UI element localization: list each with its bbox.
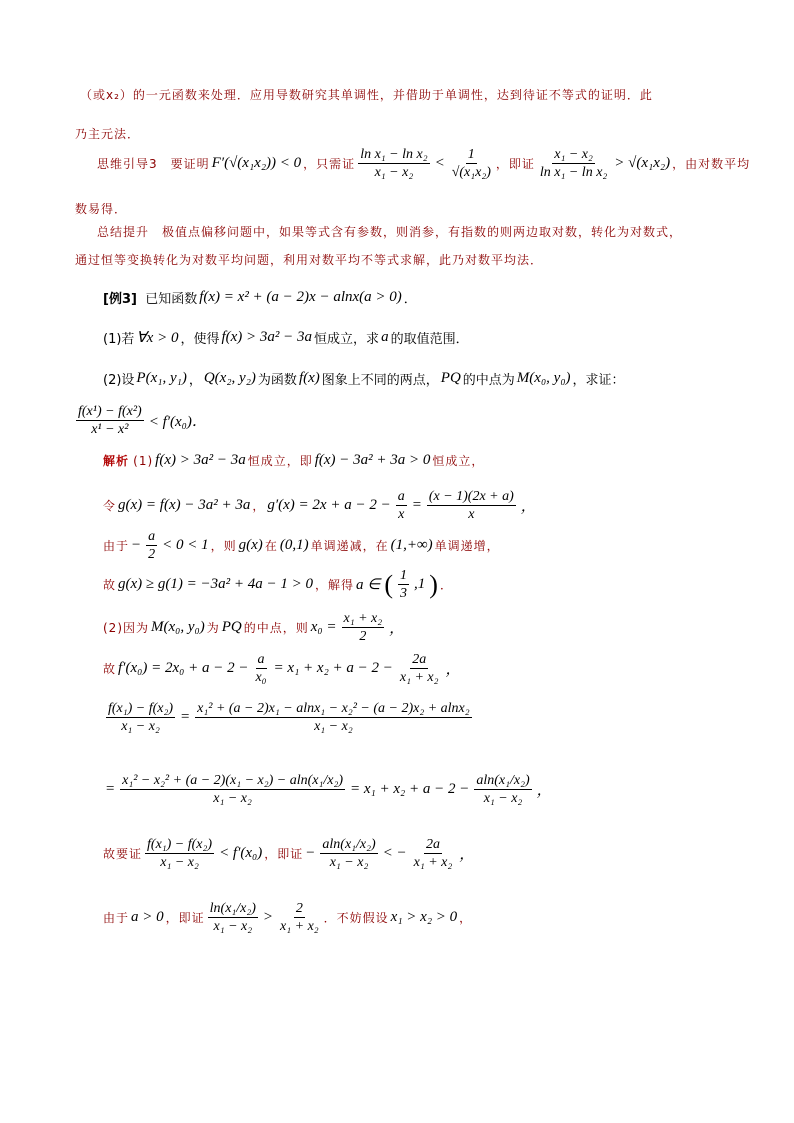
math: F′(√(x₁x₂)) < 0 bbox=[211, 155, 302, 171]
math: ,1 bbox=[414, 576, 426, 592]
numerator: (x − 1)(2x + a) bbox=[428, 489, 514, 504]
text: 总结提升 极值点偏移问题中，如果等式含有参数，则消参，有指数的则两边取对数，转化为对数式， bbox=[97, 225, 683, 239]
text: 由于 bbox=[103, 911, 130, 925]
denominator: x¹ − x² bbox=[91, 422, 129, 437]
text: ，由对数平均 bbox=[672, 157, 751, 171]
text: ， bbox=[252, 499, 266, 513]
math: f(x) > 3a² − 3a bbox=[221, 329, 313, 345]
math: f′(x₀) = 2x₀ + a − 2 − bbox=[118, 660, 249, 676]
denominator: x₁ − x₂ bbox=[213, 919, 253, 934]
denominator: x₁ − x₂ bbox=[374, 165, 414, 180]
text: ，只需证 bbox=[303, 157, 356, 171]
math: = bbox=[180, 709, 191, 725]
solution-line: 故 g(x) ≥ g(1) = −3a² + 4a − 1 > 0 ，解得 a ∈ ( $\frac{1}{3}$ ,1 ) ． bbox=[103, 568, 453, 601]
math: g(x) bbox=[238, 537, 263, 553]
text: ．不妨假设 bbox=[323, 911, 389, 925]
guide-label: 思维引导3 要证明 bbox=[97, 157, 210, 171]
summary-line bbox=[97, 223, 682, 240]
text: ，解得 bbox=[315, 578, 355, 592]
example-heading bbox=[103, 288, 417, 307]
text: 通过恒等变换转化为对数平均问题，利用对数平均不等式求解，此乃对数平均法． bbox=[75, 253, 544, 267]
text: 故 bbox=[103, 578, 117, 592]
math: (1,+∞) bbox=[390, 537, 433, 553]
text: ，则 bbox=[210, 539, 237, 553]
denominator: x bbox=[468, 507, 475, 522]
fraction bbox=[474, 772, 531, 807]
fraction bbox=[398, 567, 409, 602]
text: 恒成立，求 bbox=[314, 332, 380, 347]
fraction bbox=[208, 900, 258, 935]
math: ， bbox=[389, 621, 405, 637]
text: 已知函数 bbox=[145, 292, 198, 307]
summary-line bbox=[75, 251, 543, 268]
math: > bbox=[262, 909, 274, 925]
math: < 0 < 1 bbox=[162, 537, 209, 553]
math: < f′(x₀)． bbox=[148, 414, 207, 430]
math: > √(x₁x₂) bbox=[614, 155, 671, 171]
math: PQ bbox=[440, 370, 461, 386]
fraction bbox=[396, 488, 407, 523]
example-label: [例3] bbox=[103, 292, 137, 307]
numerator: ln x₁ − ln x₂ bbox=[360, 147, 428, 162]
denominator: x₁ + x₂ bbox=[413, 855, 453, 870]
numerator: ln(x₁/x₂) bbox=[209, 901, 256, 916]
math: f(x) > 3a² − 3a bbox=[155, 452, 246, 468]
fraction bbox=[427, 488, 516, 523]
numerator: 1 bbox=[467, 147, 475, 162]
fraction bbox=[358, 146, 429, 181]
math: = x₁ + x₂ + a − 2 − bbox=[350, 781, 470, 797]
fraction bbox=[253, 651, 268, 686]
numerator: x₁² − x₂² + (a − 2)(x₁ − x₂) − aln(x₁/x₂) bbox=[122, 773, 343, 788]
denominator: x₀ bbox=[255, 670, 267, 685]
fraction bbox=[120, 772, 345, 807]
text: 令 bbox=[103, 499, 117, 513]
text: ，即证 bbox=[495, 157, 535, 171]
fraction bbox=[320, 836, 377, 871]
text: 单调递减，在 bbox=[310, 539, 389, 553]
math: ， bbox=[520, 499, 536, 515]
math: a bbox=[381, 329, 389, 345]
text: 乃主元法． bbox=[75, 127, 141, 141]
question-1 bbox=[103, 328, 469, 347]
fraction bbox=[278, 900, 321, 935]
math: = bbox=[105, 781, 116, 797]
math: x₁ > x₂ > 0 bbox=[390, 909, 458, 925]
solution-line bbox=[103, 836, 476, 871]
denominator: x₁ − x₂ bbox=[483, 791, 523, 806]
text: 故 bbox=[103, 662, 117, 676]
fraction bbox=[145, 836, 214, 871]
fraction bbox=[106, 700, 175, 735]
text: 为函数 bbox=[257, 373, 297, 388]
text: 的中点，则 bbox=[243, 621, 309, 635]
denominator: 2 bbox=[148, 547, 156, 562]
fraction bbox=[538, 146, 609, 181]
denominator: x₁ + x₂ bbox=[280, 919, 319, 934]
math: f(x) = x² + (a − 2)x − alnx(a > 0) bbox=[199, 289, 402, 305]
denominator: x bbox=[398, 507, 405, 522]
math: ， bbox=[459, 847, 475, 863]
denominator: x₁ − x₂ bbox=[213, 791, 252, 806]
math: = x₁ + x₂ + a − 2 − bbox=[273, 660, 393, 676]
text: ． bbox=[439, 578, 453, 592]
fraction bbox=[412, 836, 455, 871]
text: 图象上不同的两点， bbox=[321, 373, 439, 388]
paragraph-line bbox=[75, 125, 140, 142]
math: g(x) ≥ g(1) = −3a² + 4a − 1 > 0 bbox=[118, 576, 313, 592]
numerator: 2a bbox=[412, 652, 427, 667]
text: 数易得． bbox=[75, 202, 128, 216]
denominator: x₁ + x₂ bbox=[399, 670, 439, 685]
math: P(x₁, y₁) bbox=[136, 370, 187, 386]
math: (0,1) bbox=[279, 537, 309, 553]
math: ∀x > 0 bbox=[136, 330, 179, 346]
math: M(x₀, y₀) bbox=[516, 370, 571, 386]
math: = bbox=[411, 497, 422, 513]
numerator: f(x₁) − f(x₂) bbox=[108, 701, 174, 716]
numerator: a bbox=[257, 652, 265, 667]
text: ． bbox=[403, 292, 417, 307]
math: f(x) bbox=[298, 370, 320, 386]
math: ， bbox=[445, 662, 461, 678]
solution-label: 解析 bbox=[103, 454, 130, 468]
fraction bbox=[342, 610, 385, 645]
math: < − bbox=[382, 845, 407, 861]
question-2-claim bbox=[73, 403, 209, 438]
math: f(x) − 3a² + 3a > 0 bbox=[314, 452, 431, 468]
paragraph-line bbox=[80, 86, 653, 103]
solution-2 bbox=[103, 610, 406, 645]
solution-line bbox=[103, 772, 554, 807]
text: ，即证 bbox=[264, 847, 304, 861]
math: − bbox=[131, 537, 142, 553]
text: 单调递增， bbox=[434, 539, 500, 553]
numerator: a bbox=[148, 529, 156, 544]
text: ，使得 bbox=[180, 332, 220, 347]
fraction bbox=[195, 700, 471, 735]
denominator: 3 bbox=[400, 586, 408, 601]
numerator: 2 bbox=[295, 901, 303, 916]
solution-line bbox=[103, 528, 500, 563]
math: a ∈ bbox=[356, 577, 381, 593]
text: 由于 bbox=[103, 539, 130, 553]
paragraph-line bbox=[75, 200, 127, 217]
text: ， bbox=[188, 373, 202, 388]
math: g′(x) = 2x + a − 2 − bbox=[267, 497, 391, 513]
fraction bbox=[76, 403, 144, 438]
text: (2)因为 bbox=[103, 621, 149, 635]
denominator: ln x₁ − ln x₂ bbox=[539, 165, 608, 180]
numerator: f(x¹) − f(x²) bbox=[78, 404, 142, 419]
numerator: aln(x₁/x₂) bbox=[322, 837, 376, 852]
denominator: √(x₁x₂) bbox=[451, 165, 491, 180]
math: PQ bbox=[221, 619, 242, 635]
denominator: x₁ − x₂ bbox=[160, 855, 199, 870]
text: (1) bbox=[133, 453, 154, 468]
fraction bbox=[146, 528, 157, 563]
solution-1 bbox=[103, 452, 484, 469]
solution-line bbox=[103, 900, 472, 935]
text: 的中点为 bbox=[462, 373, 515, 388]
math: Q(x₂, y₂) bbox=[203, 370, 256, 386]
text: 的取值范围． bbox=[390, 332, 469, 347]
text: ，即证 bbox=[165, 911, 205, 925]
math: < bbox=[434, 155, 445, 171]
denominator: x₁ − x₂ bbox=[314, 719, 353, 734]
fraction bbox=[398, 651, 441, 686]
text: 恒成立，即 bbox=[247, 454, 313, 468]
text: (2)设 bbox=[103, 373, 135, 388]
numerator: a bbox=[397, 489, 405, 504]
text: ， bbox=[459, 911, 473, 925]
numerator: x₁² + (a − 2)x₁ − alnx₁ − x₂² − (a − 2)x₂ + alnx₂ bbox=[197, 701, 470, 716]
math: ， bbox=[536, 783, 552, 799]
text: （或x₂）的一元函数来处理．应用导数研究其单调性，并借助于单调性，达到待证不等式的证明．此 bbox=[80, 88, 653, 102]
numerator: x₁ − x₂ bbox=[554, 147, 593, 162]
math: a > 0 bbox=[131, 909, 164, 925]
denominator: x₁ − x₂ bbox=[329, 855, 369, 870]
text: (1)若 bbox=[103, 332, 135, 347]
text: 在 bbox=[264, 539, 278, 553]
denominator: 2 bbox=[359, 629, 367, 644]
numerator: aln(x₁/x₂) bbox=[476, 773, 530, 788]
math: g(x) = f(x) − 3a² + 3a bbox=[118, 497, 251, 513]
math: M(x₀, y₀) bbox=[151, 619, 205, 635]
guide-3 bbox=[97, 146, 750, 181]
numerator: f(x₁) − f(x₂) bbox=[147, 837, 213, 852]
math: x₀ = bbox=[310, 619, 337, 635]
math: − bbox=[305, 845, 316, 861]
solution-line bbox=[103, 700, 475, 735]
text: 故要证 bbox=[103, 847, 143, 861]
solution-line bbox=[103, 651, 463, 686]
text: 恒成立， bbox=[432, 454, 485, 468]
text: 为 bbox=[206, 621, 220, 635]
math: < f′(x₀) bbox=[219, 845, 263, 861]
numerator: 1 bbox=[400, 568, 408, 583]
numerator: x₁ + x₂ bbox=[343, 611, 383, 626]
text: ，求证： bbox=[572, 373, 625, 388]
denominator: x₁ − x₂ bbox=[121, 719, 160, 734]
fraction bbox=[450, 146, 493, 181]
solution-line bbox=[103, 488, 538, 523]
numerator: 2a bbox=[425, 837, 440, 852]
question-2 bbox=[103, 369, 625, 388]
